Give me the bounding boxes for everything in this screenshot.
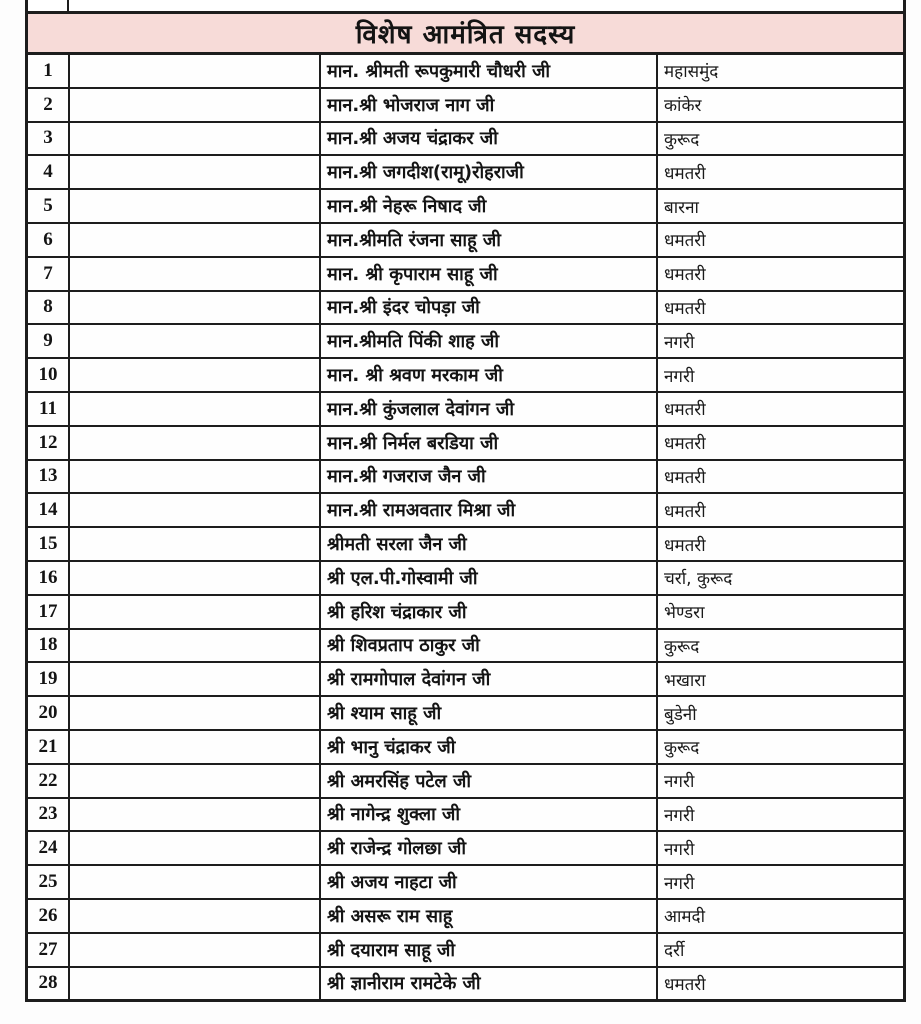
serial-cell bbox=[28, 461, 70, 493]
table-row bbox=[28, 427, 903, 461]
member-name: श्री रामगोपाल देवांगन जी bbox=[327, 669, 491, 691]
place-cell bbox=[658, 89, 903, 121]
serial-cell bbox=[28, 494, 70, 526]
blank-cell bbox=[70, 866, 321, 898]
blank-cell bbox=[70, 494, 321, 526]
serial-cell bbox=[28, 292, 70, 324]
serial-cell bbox=[28, 528, 70, 560]
place-name: कुरूद bbox=[664, 738, 700, 759]
serial-cell bbox=[28, 393, 70, 425]
member-name: श्री शिवप्रताप ठाकुर जी bbox=[327, 635, 480, 657]
table-row bbox=[28, 292, 903, 326]
name-cell bbox=[321, 123, 658, 155]
table-row bbox=[28, 89, 903, 123]
place-name: नगरी bbox=[664, 839, 695, 860]
blank-cell bbox=[70, 359, 321, 391]
blank-cell bbox=[70, 799, 321, 831]
serial-cell bbox=[28, 427, 70, 459]
name-cell bbox=[321, 224, 658, 256]
place-name: नगरी bbox=[664, 366, 695, 387]
serial-cell bbox=[28, 89, 70, 121]
serial-cell bbox=[28, 190, 70, 222]
serial-cell bbox=[28, 663, 70, 695]
place-cell bbox=[658, 900, 903, 932]
place-name: महासमुंद bbox=[664, 62, 719, 83]
serial-cell bbox=[28, 697, 70, 729]
name-cell bbox=[321, 359, 658, 391]
serial-number: 2 bbox=[43, 93, 53, 115]
member-name: मान.श्रीमति पिंकी शाह जी bbox=[327, 331, 499, 353]
table-row bbox=[28, 832, 903, 866]
table-row bbox=[28, 697, 903, 731]
place-cell bbox=[658, 765, 903, 797]
blank-cell bbox=[70, 832, 321, 864]
place-name: धमतरी bbox=[664, 535, 706, 556]
place-name: दर्री bbox=[664, 941, 685, 962]
place-cell bbox=[658, 630, 903, 662]
member-name: मान. श्रीमती रूपकुमारी चौधरी जी bbox=[327, 60, 551, 82]
name-cell bbox=[321, 156, 658, 188]
place-cell bbox=[658, 934, 903, 966]
place-name: धमतरी bbox=[664, 400, 706, 421]
name-cell bbox=[321, 494, 658, 526]
serial-number: 10 bbox=[38, 364, 58, 386]
serial-cell bbox=[28, 630, 70, 662]
name-cell bbox=[321, 190, 658, 222]
table-row bbox=[28, 934, 903, 968]
place-name: कुरूद bbox=[664, 636, 700, 657]
serial-number: 4 bbox=[43, 161, 53, 183]
serial-number: 8 bbox=[43, 296, 53, 318]
table-left-border bbox=[25, 0, 28, 11]
serial-number: 19 bbox=[38, 668, 58, 690]
name-cell bbox=[321, 832, 658, 864]
place-name: चर्रा, कुरूद bbox=[664, 569, 733, 590]
member-name: मान.श्री इंदर चोपड़ा जी bbox=[327, 297, 480, 319]
name-cell bbox=[321, 528, 658, 560]
place-name: धमतरी bbox=[664, 974, 706, 995]
name-cell bbox=[321, 934, 658, 966]
place-cell bbox=[658, 359, 903, 391]
place-name: भखारा bbox=[664, 670, 706, 691]
member-name: मान.श्री गजराज जैन जी bbox=[327, 466, 486, 488]
blank-cell bbox=[70, 731, 321, 763]
serial-cell bbox=[28, 562, 70, 594]
table-row bbox=[28, 663, 903, 697]
name-cell bbox=[321, 258, 658, 290]
serial-cell bbox=[28, 900, 70, 932]
name-cell bbox=[321, 393, 658, 425]
blank-cell bbox=[70, 427, 321, 459]
place-name: भेण्डरा bbox=[664, 603, 705, 624]
blank-cell bbox=[70, 900, 321, 932]
table-row bbox=[28, 494, 903, 528]
place-cell bbox=[658, 461, 903, 493]
place-cell bbox=[658, 562, 903, 594]
blank-cell bbox=[70, 765, 321, 797]
place-name: धमतरी bbox=[664, 265, 706, 286]
serial-cell bbox=[28, 731, 70, 763]
table-row bbox=[28, 258, 903, 292]
name-cell bbox=[321, 799, 658, 831]
place-cell bbox=[658, 866, 903, 898]
member-name: मान.श्री अजय चंद्राकर जी bbox=[327, 128, 498, 150]
serial-number: 18 bbox=[38, 634, 58, 656]
member-name: श्री अजय नाहटा जी bbox=[327, 872, 457, 894]
serial-cell bbox=[28, 359, 70, 391]
name-cell bbox=[321, 968, 658, 1000]
blank-cell bbox=[70, 596, 321, 628]
member-name: श्री राजेन्द्र गोलछा जी bbox=[327, 838, 467, 860]
name-cell bbox=[321, 89, 658, 121]
table-body bbox=[25, 55, 906, 1002]
serial-number: 9 bbox=[43, 330, 53, 352]
serial-number: 28 bbox=[38, 972, 58, 994]
serial-cell bbox=[28, 258, 70, 290]
serial-number: 16 bbox=[38, 566, 58, 588]
serial-number: 24 bbox=[38, 837, 58, 859]
place-cell bbox=[658, 258, 903, 290]
serial-cell bbox=[28, 55, 70, 87]
serial-cell bbox=[28, 596, 70, 628]
place-name: धमतरी bbox=[664, 501, 706, 522]
serial-cell bbox=[28, 325, 70, 357]
serial-cell bbox=[28, 765, 70, 797]
member-name: श्री अमरसिंह पटेल जी bbox=[327, 770, 471, 792]
place-cell bbox=[658, 832, 903, 864]
member-name: श्रीमती सरला जैन जी bbox=[327, 534, 467, 556]
table-row bbox=[28, 562, 903, 596]
serial-number: 14 bbox=[38, 499, 58, 521]
blank-cell bbox=[70, 663, 321, 695]
member-name: मान.श्री भोजराज नाग जी bbox=[327, 94, 495, 116]
table-row bbox=[28, 359, 903, 393]
blank-cell bbox=[70, 258, 321, 290]
blank-cell bbox=[70, 156, 321, 188]
name-cell bbox=[321, 562, 658, 594]
blank-cell bbox=[70, 393, 321, 425]
table-title: विशेष आमंत्रित सदस्य bbox=[355, 20, 576, 50]
serial-cell bbox=[28, 832, 70, 864]
serial-cell bbox=[28, 866, 70, 898]
place-cell bbox=[658, 55, 903, 87]
table-row bbox=[28, 156, 903, 190]
blank-cell bbox=[70, 325, 321, 357]
place-cell bbox=[658, 156, 903, 188]
place-cell bbox=[658, 393, 903, 425]
member-name: श्री भानु चंद्राकर जी bbox=[327, 736, 456, 758]
name-cell bbox=[321, 900, 658, 932]
name-cell bbox=[321, 630, 658, 662]
serial-number: 15 bbox=[38, 533, 58, 555]
name-cell bbox=[321, 55, 658, 87]
member-name: मान.श्रीमति रंजना साहू जी bbox=[327, 229, 501, 251]
serial-number: 22 bbox=[38, 769, 58, 791]
place-name: बारना bbox=[664, 197, 699, 218]
serial-cell bbox=[28, 968, 70, 1000]
blank-cell bbox=[70, 461, 321, 493]
place-name: धमतरी bbox=[664, 298, 706, 319]
blank-cell bbox=[70, 528, 321, 560]
place-name: धमतरी bbox=[664, 163, 706, 184]
member-name: मान.श्री निर्मल बरडिया जी bbox=[327, 432, 499, 454]
member-name: मान.श्री नेहरू निषाद जी bbox=[327, 196, 487, 218]
serial-number: 7 bbox=[43, 262, 53, 284]
place-cell bbox=[658, 494, 903, 526]
member-name: श्री दयाराम साहू जी bbox=[327, 939, 456, 961]
serial-number: 11 bbox=[39, 397, 57, 419]
blank-cell bbox=[70, 224, 321, 256]
blank-cell bbox=[70, 123, 321, 155]
table-row bbox=[28, 528, 903, 562]
place-name: नगरी bbox=[664, 332, 695, 353]
place-cell bbox=[658, 190, 903, 222]
table-row bbox=[28, 461, 903, 495]
place-cell bbox=[658, 799, 903, 831]
serial-number: 3 bbox=[43, 127, 53, 149]
member-name: मान.श्री रामअवतार मिश्रा जी bbox=[327, 500, 516, 522]
name-cell bbox=[321, 461, 658, 493]
serial-number: 5 bbox=[43, 195, 53, 217]
name-cell bbox=[321, 663, 658, 695]
place-name: बुडेनी bbox=[664, 704, 697, 725]
place-name: नगरी bbox=[664, 873, 695, 894]
place-cell bbox=[658, 968, 903, 1000]
member-name: श्री ज्ञानीराम रामटेके जी bbox=[327, 973, 481, 995]
table-row bbox=[28, 123, 903, 157]
table-row bbox=[28, 325, 903, 359]
place-name: नगरी bbox=[664, 805, 695, 826]
place-cell bbox=[658, 292, 903, 324]
name-cell bbox=[321, 731, 658, 763]
place-cell bbox=[658, 528, 903, 560]
name-cell bbox=[321, 292, 658, 324]
member-name: श्री असरू राम साहू bbox=[327, 905, 453, 927]
table-row bbox=[28, 596, 903, 630]
serial-number: 20 bbox=[38, 702, 58, 724]
member-name: मान. श्री कृपाराम साहू जी bbox=[327, 263, 498, 285]
name-cell bbox=[321, 427, 658, 459]
table-row bbox=[28, 55, 903, 89]
table-row bbox=[28, 900, 903, 934]
place-name: धमतरी bbox=[664, 231, 706, 252]
serial-number: 1 bbox=[43, 59, 53, 81]
place-cell bbox=[658, 427, 903, 459]
serial-number: 6 bbox=[43, 228, 53, 250]
blank-cell bbox=[70, 562, 321, 594]
member-name: मान. श्री श्रवण मरकाम जी bbox=[327, 365, 503, 387]
serial-cell bbox=[28, 156, 70, 188]
name-cell bbox=[321, 596, 658, 628]
blank-cell bbox=[70, 292, 321, 324]
table-row bbox=[28, 799, 903, 833]
table-row bbox=[28, 630, 903, 664]
name-cell bbox=[321, 697, 658, 729]
blank-cell bbox=[70, 934, 321, 966]
table-row bbox=[28, 765, 903, 799]
place-name: आमदी bbox=[664, 907, 705, 928]
member-name: श्री एल.पी.गोस्वामी जी bbox=[327, 567, 478, 589]
name-cell bbox=[321, 325, 658, 357]
place-cell bbox=[658, 596, 903, 628]
serial-number: 26 bbox=[38, 904, 58, 926]
member-name: श्री हरिश चंद्राकार जी bbox=[327, 601, 467, 623]
table-row bbox=[28, 393, 903, 427]
place-cell bbox=[658, 663, 903, 695]
table-row bbox=[28, 224, 903, 258]
serial-number: 17 bbox=[38, 600, 58, 622]
name-cell bbox=[321, 866, 658, 898]
table-top-partial-row bbox=[25, 0, 906, 11]
member-name: मान.श्री जगदीश(रामू)रोहराजी bbox=[327, 162, 524, 184]
table-right-border bbox=[903, 0, 906, 11]
place-cell bbox=[658, 224, 903, 256]
serial-number: 13 bbox=[38, 465, 58, 487]
blank-cell bbox=[70, 55, 321, 87]
blank-cell bbox=[70, 697, 321, 729]
serial-cell bbox=[28, 123, 70, 155]
place-name: कुरूद bbox=[664, 129, 700, 150]
table-row bbox=[28, 866, 903, 900]
serial-number: 21 bbox=[38, 735, 58, 757]
members-table bbox=[25, 0, 906, 1002]
blank-cell bbox=[70, 190, 321, 222]
blank-cell bbox=[70, 968, 321, 1000]
table-row bbox=[28, 731, 903, 765]
serial-cell bbox=[28, 224, 70, 256]
place-name: कांकेर bbox=[664, 96, 702, 117]
member-name: श्री श्याम साहू जी bbox=[327, 703, 442, 725]
place-name: धमतरी bbox=[664, 434, 706, 455]
table-row bbox=[28, 968, 903, 1000]
blank-cell bbox=[70, 630, 321, 662]
place-cell bbox=[658, 123, 903, 155]
member-name: श्री नागेन्द्र शुक्ला जी bbox=[327, 804, 461, 826]
place-cell bbox=[658, 697, 903, 729]
member-name: मान.श्री कुंजलाल देवांगन जी bbox=[327, 398, 515, 420]
serial-column-divider bbox=[67, 0, 69, 11]
serial-number: 23 bbox=[38, 803, 58, 825]
serial-cell bbox=[28, 799, 70, 831]
serial-number: 27 bbox=[38, 938, 58, 960]
serial-number: 25 bbox=[38, 871, 58, 893]
place-cell bbox=[658, 731, 903, 763]
blank-cell bbox=[70, 89, 321, 121]
serial-cell bbox=[28, 934, 70, 966]
table-row bbox=[28, 190, 903, 224]
place-cell bbox=[658, 325, 903, 357]
table-header bbox=[25, 11, 906, 55]
name-cell bbox=[321, 765, 658, 797]
place-name: नगरी bbox=[664, 772, 695, 793]
place-name: धमतरी bbox=[664, 467, 706, 488]
serial-number: 12 bbox=[38, 431, 58, 453]
